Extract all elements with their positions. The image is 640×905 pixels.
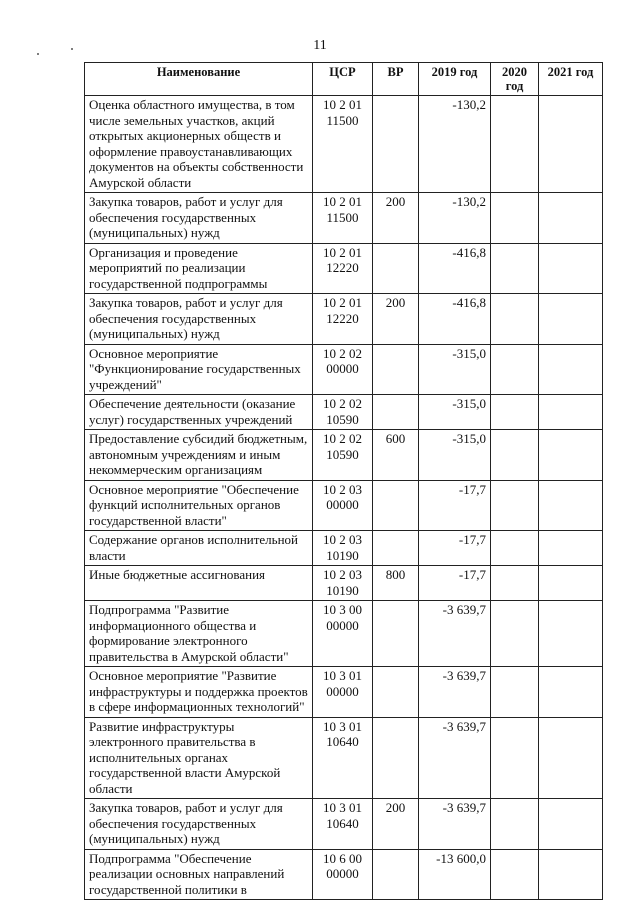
cell-vr — [373, 344, 419, 395]
table-row — [85, 799, 603, 850]
cell-y2020 — [491, 430, 539, 481]
cell-y2021 — [539, 667, 603, 718]
cell-y2020 — [491, 193, 539, 244]
cell-vr — [373, 717, 419, 799]
cell-y2020 — [491, 566, 539, 601]
cell-y2020 — [491, 294, 539, 345]
cell-csr: 10 2 03 00000 — [313, 480, 373, 531]
cell-y2021 — [539, 566, 603, 601]
table-row — [85, 193, 603, 244]
header-csr: ЦСР — [313, 63, 373, 96]
cell-y2019: -130,2 — [419, 193, 491, 244]
cell-name: Иные бюджетные ассигнования — [85, 566, 313, 601]
cell-y2020 — [491, 601, 539, 667]
scan-speck — [37, 53, 39, 55]
table-row — [85, 566, 603, 601]
cell-name: Содержание органов исполнительной власти — [85, 531, 313, 566]
cell-name: Закупка товаров, работ и услуг для обеспечения государственных (муниципальных) нужд — [85, 799, 313, 850]
cell-name: Основное мероприятие "Функционирование государственных учреждений" — [85, 344, 313, 395]
cell-y2020 — [491, 531, 539, 566]
cell-y2021 — [539, 193, 603, 244]
cell-y2021 — [539, 294, 603, 345]
cell-name: Оценка областного имущества, в том числе земельных участков, акций открытых акционерных обществ и оформление правоустанавливающих документов на объекты собственности Амурской области — [85, 96, 313, 193]
page-number: 11 — [313, 38, 327, 53]
cell-csr: 10 2 01 11500 — [313, 96, 373, 193]
table-row — [85, 480, 603, 531]
cell-csr: 10 3 01 10640 — [313, 717, 373, 799]
cell-csr: 10 2 02 10590 — [313, 430, 373, 481]
header-2021: 2021 год — [539, 63, 603, 96]
cell-y2021 — [539, 243, 603, 294]
table-row — [85, 294, 603, 345]
cell-csr: 10 3 01 00000 — [313, 667, 373, 718]
cell-name: Подпрограмма "Развитие информационного общества и формирование электронного правительства в Амурской области" — [85, 601, 313, 667]
cell-y2021 — [539, 601, 603, 667]
cell-name: Закупка товаров, работ и услуг для обеспечения государственных (муниципальных) нужд — [85, 193, 313, 244]
cell-y2019: -13 600,0 — [419, 849, 491, 900]
cell-name: Подпрограмма "Обеспечение реализации основных направлений государственной политики в — [85, 849, 313, 900]
cell-y2019: -130,2 — [419, 96, 491, 193]
table-row — [85, 531, 603, 566]
header-name: Наименование — [85, 63, 313, 96]
cell-y2020 — [491, 480, 539, 531]
cell-y2021 — [539, 430, 603, 481]
cell-y2019: -3 639,7 — [419, 799, 491, 850]
cell-vr: 200 — [373, 193, 419, 244]
table-row — [85, 344, 603, 395]
cell-vr — [373, 849, 419, 900]
table-body — [85, 96, 603, 900]
cell-y2020 — [491, 395, 539, 430]
header-2020: 2020 год — [491, 63, 539, 96]
cell-y2020 — [491, 243, 539, 294]
cell-csr: 10 2 02 10590 — [313, 395, 373, 430]
cell-y2019: -17,7 — [419, 531, 491, 566]
scan-speck — [71, 48, 73, 50]
cell-csr: 10 2 01 11500 — [313, 193, 373, 244]
cell-vr — [373, 601, 419, 667]
cell-y2021 — [539, 849, 603, 900]
table-row — [85, 601, 603, 667]
cell-csr: 10 2 03 10190 — [313, 566, 373, 601]
cell-vr: 200 — [373, 799, 419, 850]
cell-y2020 — [491, 667, 539, 718]
table-row — [85, 849, 603, 900]
cell-name: Основное мероприятие "Развитие инфраструктуры и поддержка проектов в сфере информационных технологий" — [85, 667, 313, 718]
table-row — [85, 667, 603, 718]
cell-y2019: -17,7 — [419, 566, 491, 601]
table-row — [85, 717, 603, 799]
cell-vr: 200 — [373, 294, 419, 345]
cell-csr: 10 3 00 00000 — [313, 601, 373, 667]
cell-y2020 — [491, 96, 539, 193]
cell-name: Развитие инфраструктуры электронного правительства в исполнительных органах государственной власти Амурской области — [85, 717, 313, 799]
cell-csr: 10 3 01 10640 — [313, 799, 373, 850]
cell-csr: 10 2 03 10190 — [313, 531, 373, 566]
cell-name: Организация и проведение мероприятий по реализации государственной подпрограммы — [85, 243, 313, 294]
cell-y2020 — [491, 717, 539, 799]
cell-y2019: -315,0 — [419, 430, 491, 481]
cell-name: Основное мероприятие "Обеспечение функций исполнительных органов государственной власти" — [85, 480, 313, 531]
cell-y2019: -3 639,7 — [419, 717, 491, 799]
header-2019: 2019 год — [419, 63, 491, 96]
cell-y2021 — [539, 344, 603, 395]
cell-y2020 — [491, 799, 539, 850]
cell-y2019: -3 639,7 — [419, 601, 491, 667]
cell-y2019: -416,8 — [419, 243, 491, 294]
cell-y2019: -17,7 — [419, 480, 491, 531]
cell-y2019: -416,8 — [419, 294, 491, 345]
cell-name: Предоставление субсидий бюджетным, автономным учреждениям и иным некоммерческим организациям — [85, 430, 313, 481]
cell-csr: 10 6 00 00000 — [313, 849, 373, 900]
table-row — [85, 96, 603, 193]
cell-vr — [373, 480, 419, 531]
cell-vr — [373, 531, 419, 566]
cell-csr: 10 2 01 12220 — [313, 294, 373, 345]
cell-vr: 600 — [373, 430, 419, 481]
cell-y2021 — [539, 395, 603, 430]
cell-y2021 — [539, 96, 603, 193]
cell-y2021 — [539, 480, 603, 531]
cell-y2020 — [491, 849, 539, 900]
table-row — [85, 243, 603, 294]
cell-y2021 — [539, 717, 603, 799]
table-row — [85, 430, 603, 481]
cell-y2019: -3 639,7 — [419, 667, 491, 718]
cell-y2021 — [539, 799, 603, 850]
cell-y2019: -315,0 — [419, 395, 491, 430]
cell-csr: 10 2 01 12220 — [313, 243, 373, 294]
cell-vr — [373, 667, 419, 718]
cell-vr — [373, 96, 419, 193]
cell-y2020 — [491, 344, 539, 395]
table-header-row — [85, 63, 603, 96]
table-row — [85, 395, 603, 430]
cell-name: Закупка товаров, работ и услуг для обеспечения государственных (муниципальных) нужд — [85, 294, 313, 345]
cell-vr — [373, 243, 419, 294]
header-vr: ВР — [373, 63, 419, 96]
cell-vr: 800 — [373, 566, 419, 601]
budget-table — [84, 62, 603, 900]
cell-y2019: -315,0 — [419, 344, 491, 395]
cell-y2021 — [539, 531, 603, 566]
cell-vr — [373, 395, 419, 430]
cell-csr: 10 2 02 00000 — [313, 344, 373, 395]
cell-name: Обеспечение деятельности (оказание услуг) государственных учреждений — [85, 395, 313, 430]
